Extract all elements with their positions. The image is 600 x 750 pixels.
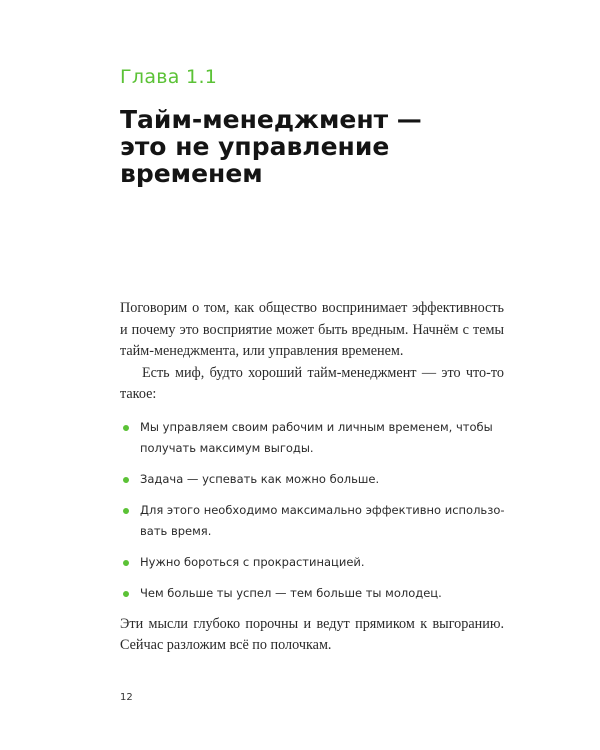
intro-paragraph [120, 298, 504, 363]
chapter-title-line: Тайм-менеджмент — [120, 105, 422, 134]
text-line: и почему это восприятие может быть вредным. Начнём с темы [120, 321, 504, 338]
bullet-text: получать максимум выгоды. [140, 440, 314, 455]
bullet-item [120, 469, 504, 490]
bullet-dot-icon [123, 591, 129, 597]
myth-bullet-list [120, 417, 504, 604]
text-line: Поговорим о том, как общество воспринимает эффективность [120, 300, 504, 316]
text-line: Сейчас разложим всё по полочкам. [120, 637, 332, 653]
chapter-title [120, 106, 500, 187]
bullet-item [120, 417, 504, 459]
bullet-text: Задача — успевать как можно больше. [140, 471, 380, 486]
closing-paragraph [120, 614, 504, 657]
bullet-item [120, 583, 504, 604]
chapter-title-line: временем [120, 159, 263, 188]
text-line: тайм-менеджмента, или управления временем. [120, 343, 404, 359]
bullet-dot-icon [123, 560, 129, 566]
bullet-dot-icon [123, 508, 129, 514]
bullet-item [120, 500, 504, 542]
bullet-text: Мы управляем своим рабочим и личным временем, чтобы [140, 419, 493, 434]
text-line: Эти мысли глубоко порочны и ведут прямиком к выгоранию. [120, 615, 504, 632]
bullet-text: вать время. [140, 523, 212, 538]
text-line: такое: [120, 386, 157, 402]
chapter-label: Глава 1.1 [120, 66, 218, 88]
chapter-title-line: это не управление [120, 132, 390, 161]
bullet-text: Нужно бороться с прокрастинацией. [140, 554, 365, 569]
page-number: 12 [120, 692, 133, 703]
text-line: Есть миф, будто хороший тайм-менеджмент — это что-то [142, 364, 504, 381]
myth-paragraph [120, 363, 504, 406]
bullet-dot-icon [123, 477, 129, 483]
body-text [120, 298, 504, 657]
bullet-item [120, 552, 504, 573]
bullet-text: Чем больше ты успел — тем больше ты молодец. [140, 585, 442, 600]
bullet-text: Для этого необходимо максимально эффективно использо- [140, 502, 505, 517]
bullet-dot-icon [123, 425, 129, 431]
